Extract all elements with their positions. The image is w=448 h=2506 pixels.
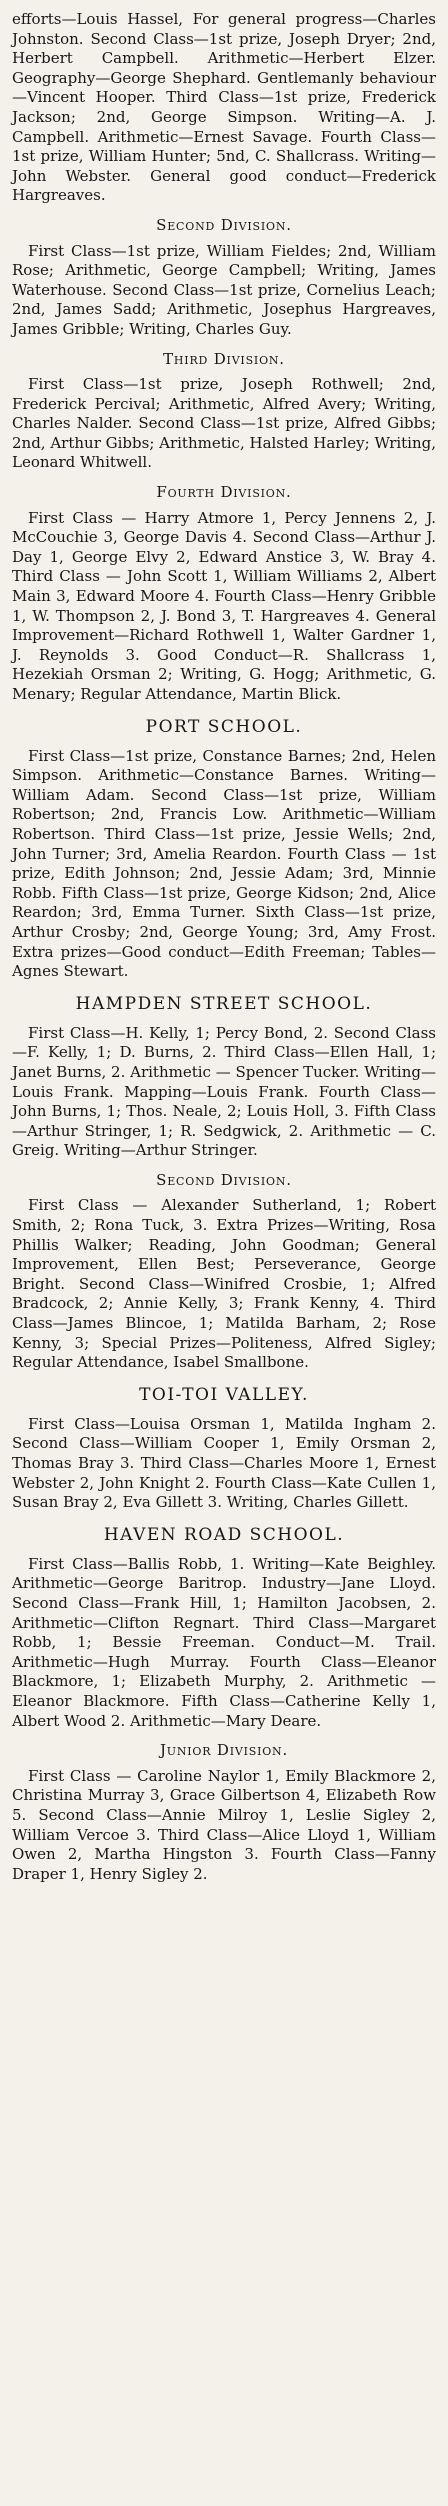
prize-list-paragraph: First Class—1st prize, Constance Barnes; 2nd, Helen Simpson. Arithmetic—Constance Barnes. Writing—William Adam. Second Class—1st prize, William Robertson; 2nd, Francis Low. Arithmetic—William Robertson. Third Class—1st prize, Jessie Wells; 2nd, John Turner; 3rd, Amelia Reardon. Fourth Class — 1st prize, Edith Johnson; 2nd, Jessie Adam; 3rd, Minnie Robb. Fifth Class—1st prize, George Kidson; 2nd, Alice Reardon; 3rd, Emma Turner. Sixth Class—1st prize, Arthur Crosby; 2nd, George Young; 3rd, Amy Frost. Extra prizes—Good conduct—Edith Freeman; Tables—Agnes Stewart. bbox=[12, 746, 436, 981]
prize-list-paragraph: First Class—Ballis Robb, 1. Writing—Kate Beighley. Arithmetic—George Baritrop. Industry—Jane Lloyd. Second Class—Frank Hill, 1; Hamilton Jacobsen, 2. Arithmetic—Clifton Regnart. Third Class—Margaret Robb, 1; Bessie Freeman. Conduct—M. Trail. Arithmetic—Hugh Murray. Fourth Class—Eleanor Blackmore, 1; Elizabeth Murphy, 2. Arithmetic — Eleanor Blackmore. Fifth Class—Catherine Kelly 1, Albert Wood 2. Arithmetic—Mary Deare. bbox=[12, 1554, 436, 1730]
division-heading: Third Division. bbox=[163, 349, 285, 368]
prize-list-paragraph: First Class—Louisa Orsman 1, Matilda Ingham 2. Second Class—William Cooper 1, Emily Orsman 2, Thomas Bray 3. Third Class—Charles Moore 1, Ernest Webster 2, John Knight 2. Fourth Class—Kate Cullen 1, Susan Bray 2, Eva Gillett 3. Writing, Charles Gillett. bbox=[12, 1414, 436, 1512]
section-heading: HAMPDEN STREET SCHOOL. bbox=[75, 993, 373, 1014]
section-heading: TOI-TOI VALLEY. bbox=[139, 1384, 309, 1405]
prize-list-paragraph: First Class — Alexander Sutherland, 1; Robert Smith, 2; Rona Tuck, 3. Extra Prizes—Writing, Rosa Phillis Walker; Reading, John Goodman; General Improvement, Ellen Best; Perseverance, George Bright. Second Class—Winifred Crosbie, 1; Alfred Bradcock, 2; Annie Kelly, 3; Frank Kenny, 4. Third Class—James Blincoe, 1; Matilda Barham, 2; Rose Kenny, 3; Special Prizes—Politeness, Alfred Sigley; Regular Attendance, Isabel Smallbone. bbox=[12, 1196, 436, 1372]
division-heading: Second Division. bbox=[156, 1170, 292, 1189]
prize-list-paragraph: First Class — Harry Atmore 1, Percy Jennens 2, J. McCouchie 3, George Davis 4. Second Class—Arthur J. Day 1, George Elvy 2, Edward Anstice 3, W. Bray 4. Third Class — John Scott 1, William Williams 2, Albert Main 3, Edward Moore 4. Fourth Class—Henry Gribble 1, W. Thompson 2, J. Bond 3, T. Hargreaves 4. General Improvement—Richard Rothwell 1, Walter Gardner 1, J. Reynolds 3. Good Conduct—R. Shallcrass 1, Hezekiah Orsman 2; Writing, G. Hogg; Arithmetic, G. Menary; Regular Attendance, Martin Blick. bbox=[12, 508, 436, 703]
prize-list-paragraph: First Class — Caroline Naylor 1, Emily Blackmore 2, Christina Murray 3, Grace Gilbertson 4, Elizabeth Row 5. Second Class—Annie Milroy 1, Leslie Sigley 2, William Vercoe 3. Third Class—Alice Lloyd 1, William Owen 2, Martha Hingston 3. Fourth Class—Fanny Draper 1, Henry Sigley 2. bbox=[12, 1766, 436, 1883]
prize-list-paragraph: First Class—1st prize, William Fieldes; 2nd, William Rose; Arithmetic, George Campbell; Writing, James Waterhouse. Second Class—1st prize, Cornelius Leach; 2nd, James Sadd; Arithmetic, Josephus Hargreaves, James Gribble; Writing, Charles Guy. bbox=[12, 241, 436, 338]
prize-list-paragraph: First Class—1st prize, Joseph Rothwell; 2nd, Frederick Percival; Arithmetic, Alfred Avery; Writing, Charles Nalder. Second Class—1st prize, Alfred Gibbs; 2nd, Arthur Gibbs; Arithmetic, Halsted Harley; Writing, Leonard Whitwell. bbox=[12, 375, 437, 472]
division-heading: Second Division. bbox=[156, 215, 292, 234]
prize-list-paragraph: efforts—Louis Hassel, For general progress—Charles Johnston. Second Class—1st prize, Joseph Dryer; 2nd, Herbert Campbell. Arithmetic—Herbert Elzer. Geography—George Shephard. Gentlemanly behaviour—Vincent Hooper. Third Class—1st prize, Frederick Jackson; 2nd, George Simpson. Writing—A. J. Campbell. Arithmetic—Ernest Savage. Fourth Class—1st prize, William Hunter; 5nd, C. Shallcrass. Writing—John Webster. General good conduct—Frederick Hargreaves. bbox=[12, 10, 436, 205]
division-heading: Junior Division. bbox=[159, 1741, 289, 1760]
division-heading: Fourth Division. bbox=[156, 483, 292, 502]
section-heading: HAVEN ROAD SCHOOL. bbox=[103, 1524, 345, 1545]
section-heading: PORT SCHOOL. bbox=[145, 716, 303, 737]
prize-list-paragraph: First Class—H. Kelly, 1; Percy Bond, 2. Second Class—F. Kelly, 1; D. Burns, 2. Third Class—Ellen Hall, 1; Janet Burns, 2. Arithmetic — Spencer Tucker. Writing—Louis Frank. Mapping—Louis Frank. Fourth Class—John Burns, 1; Thos. Neale, 2; Louis Holl, 3. Fifth Class—Arthur Stringer, 1; R. Sedgwick, 2. Arithmetic — C. Greig. Writing—Arthur Stringer. bbox=[12, 1023, 436, 1160]
